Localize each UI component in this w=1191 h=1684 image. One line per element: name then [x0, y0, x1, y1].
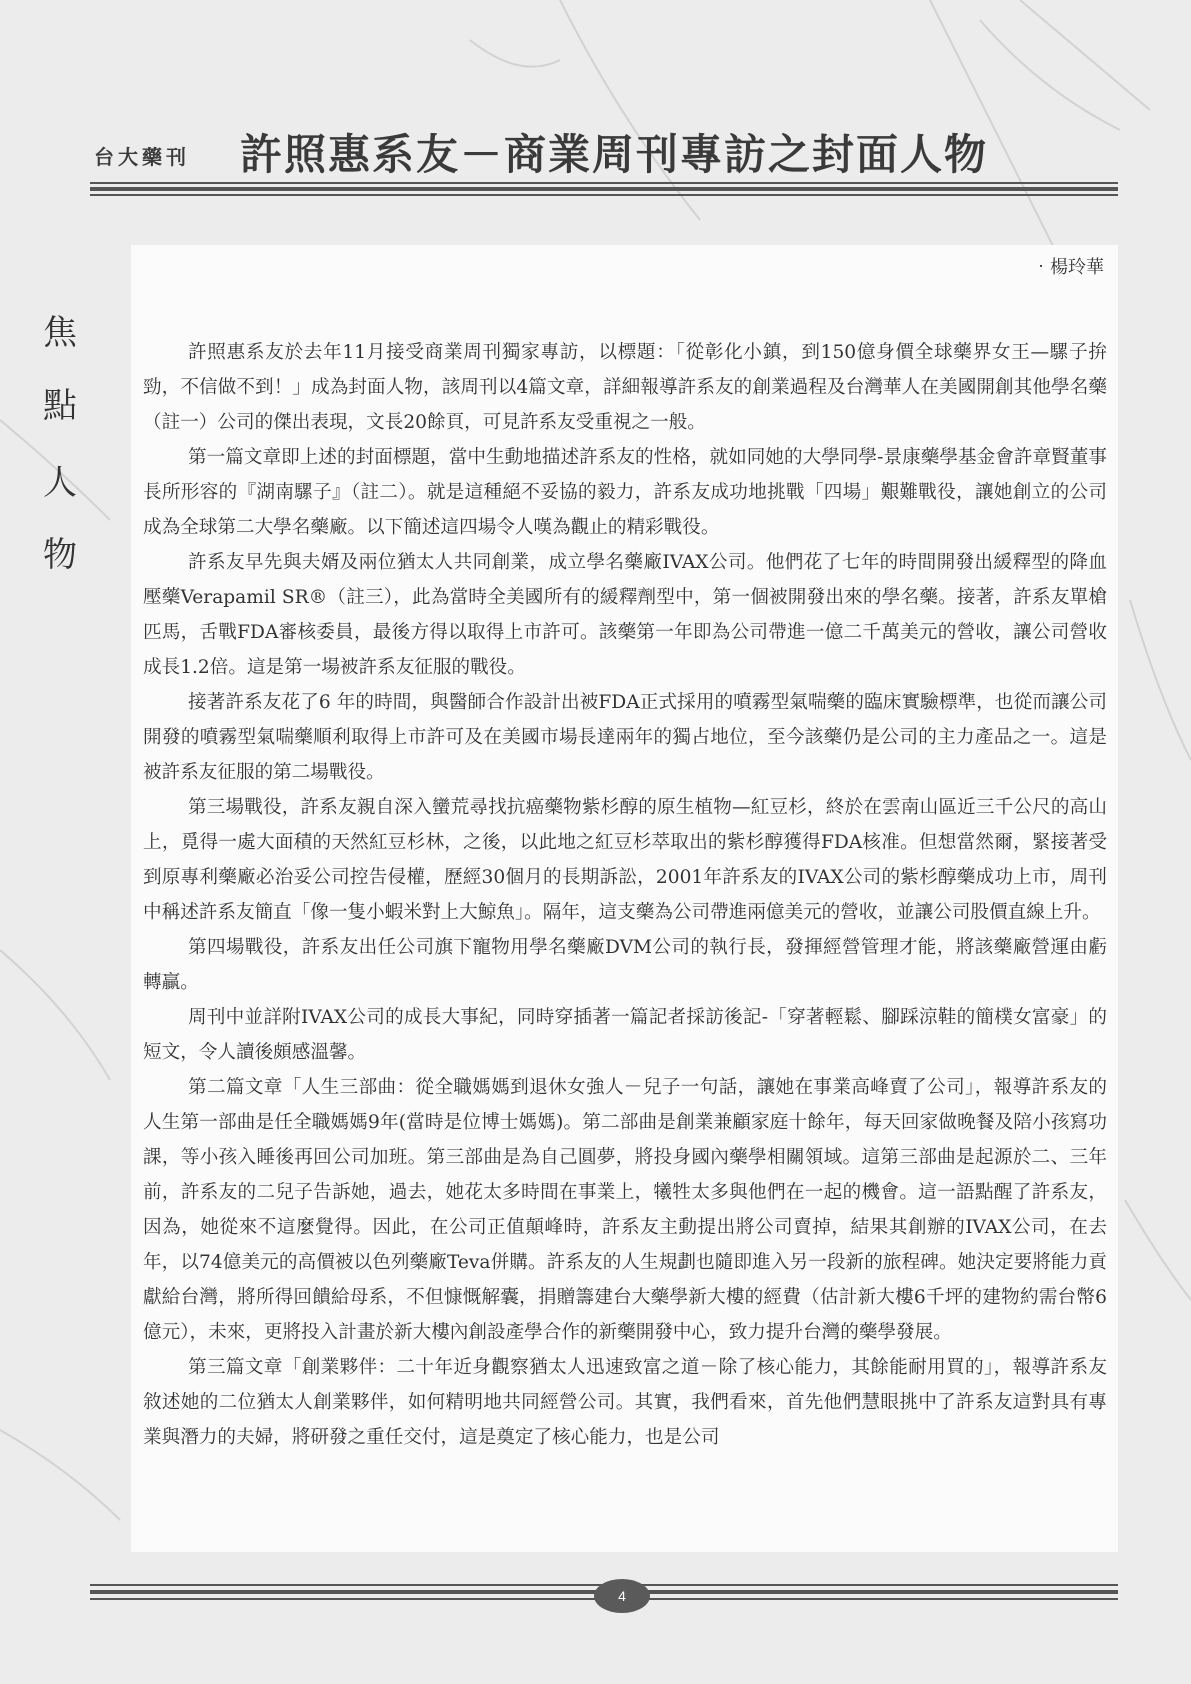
section-label-char: 點 [43, 386, 77, 426]
article-paragraph: 第三場戰役，許系友親自深入蠻荒尋找抗癌藥物紫杉醇的原生植物—紅豆杉，終於在雲南山區近三千公尺的高山上，覓得一處大面積的天然紅豆杉林，之後，以此地之紅豆杉萃取出的紫杉醇獲得FDA核准。但想當然爾，緊接著受到原專利藥廠必治妥公司控告侵權，歷經30個月的長期訴訟，2001年許系友的IVAX公司的紫杉醇藥成功上市，周刊中稱述許系友簡直「像一隻小蝦米對上大鯨魚」。隔年，這支藥為公司帶進兩億美元的營收，並讓公司股價直線上升。 [143, 797, 1107, 923]
section-label-char: 物 [43, 535, 77, 575]
article-body [143, 335, 1107, 1455]
article-paragraph: 接著許系友花了6 年的時間，與醫師合作設計出被FDA正式採用的噴霧型氣喘藥的臨床實驗標準，也從而讓公司開發的噴霧型氣喘藥順利取得上市許可及在美國市場長達兩年的獨占地位，至今該藥仍是公司的主力產品之一。這是被許系友征服的第二場戰役。 [143, 692, 1107, 783]
article-paragraph: 許照惠系友於去年11月接受商業周刊獨家專訪，以標題：「從彰化小鎮，到150億身價全球藥界女王—騾子拚勁，不信做不到！」成為封面人物，該周刊以4篇文章，詳細報導許系友的創業過程及台灣華人在美國開創其他學名藥（註一）公司的傑出表現，文長20餘頁，可見許系友受重視之一般。 [143, 342, 1107, 433]
article-panel [131, 245, 1118, 1552]
page-number-badge [594, 1579, 650, 1613]
section-label-char: 人 [43, 463, 77, 503]
publication-name: 台大藥刊 [94, 145, 190, 169]
section-label-char: 焦 [43, 313, 77, 353]
article-paragraph: 第三篇文章「創業夥伴：二十年近身觀察猶太人迅速致富之道－除了核心能力，其餘能耐用買的」，報導許系友敘述她的二位猶太人創業夥伴，如何精明地共同經營公司。其實，我們看來，首先他們慧眼挑中了許系友這對具有專業與潛力的夫婦，將研發之重任交付，這是奠定了核心能力，也是公司 [143, 1357, 1107, 1448]
article-paragraph: 第二篇文章「人生三部曲：從全職媽媽到退休女強人－兒子一句話，讓她在事業高峰賣了公司」，報導許系友的人生第一部曲是任全職媽媽9年(當時是位博士媽媽)。第二部曲是創業兼顧家庭十餘年，每天回家做晚餐及陪小孩寫功課，等小孩入睡後再回公司加班。第三部曲是為自己圓夢，將投身國內藥學相關領域。這第三部曲是起源於二、三年前，許系友的二兒子告訴她，過去，她花太多時間在事業上，犧牲太多與他們在一起的機會。這一語點醒了許系友，因為，她從來不這麼覺得。因此，在公司正值顛峰時，許系友主動提出將公司賣掉，結果其創辦的IVAX公司，在去年，以74億美元的高價被以色列藥廠Teva併購。許系友的人生規劃也隨即進入另一段新的旅程碑。她決定要將能力貢獻給台灣，將所得回饋給母系，不但慷慨解囊，捐贈籌建台大藥學新大樓的經費（估計新大樓6千坪的建物約需台幣6億元），未來，更將投入計畫於新大樓內創設產學合作的新藥開發中心，致力提升台灣的藥學發展。 [143, 1077, 1107, 1343]
page-title: 許照惠系友－商業周刊專訪之封面人物 [240, 130, 989, 179]
article-paragraph: 許系友早先與夫婿及兩位猶太人共同創業，成立學名藥廠IVAX公司。他們花了七年的時間開發出緩釋型的降血壓藥Verapamil SR®（註三），此為當時全美國所有的緩釋劑型中，第一個被開發出來的學名藥。接著，許系友單槍匹馬，舌戰FDA審核委員，最後方得以取得上市許可。該藥第一年即為公司帶進一億二千萬美元的營收，讓公司營收成長1.2倍。這是第一場被許系友征服的戰役。 [143, 552, 1107, 678]
page-number: 4 [618, 1588, 626, 1604]
article-paragraph: 第四場戰役，許系友出任公司旗下寵物用學名藥廠DVM公司的執行長，發揮經營管理才能，將該藥廠營運由虧轉贏。 [143, 937, 1107, 993]
header-rule-top [90, 182, 1118, 184]
article-paragraph: 周刊中並詳附IVAX公司的成長大事紀，同時穿插著一篇記者採訪後記-「穿著輕鬆、腳踩涼鞋的簡樸女富豪」的短文，令人讀後頗感溫馨。 [143, 1007, 1107, 1063]
header-rule-middle [90, 187, 1118, 191]
author-byline: ‧楊玲華 [1032, 257, 1104, 278]
header-rule-bottom [90, 194, 1118, 196]
article-paragraph: 第一篇文章即上述的封面標題，當中生動地描述許系友的性格，就如同她的大學同學-景康藥學基金會許章賢董事長所形容的『湖南騾子』（註二）。就是這種絕不妥協的毅力，許系友成功地挑戰「四場」艱難戰役，讓她創立的公司成為全球第二大學名藥廠。以下簡述這四場令人嘆為觀止的精彩戰役。 [143, 447, 1107, 538]
